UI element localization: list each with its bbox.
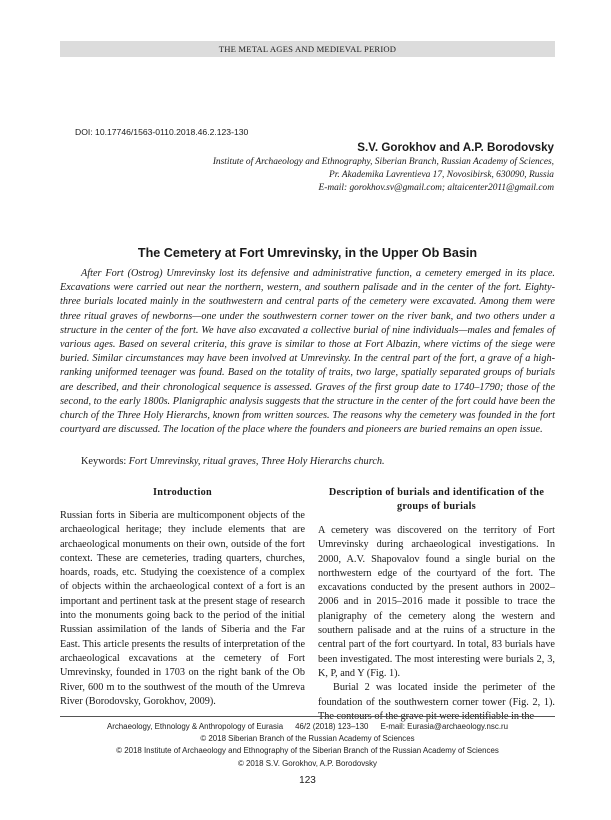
authors: S.V. Gorokhov and A.P. Borodovsky xyxy=(357,141,554,154)
section-heading-introduction: Introduction xyxy=(153,487,212,498)
footer xyxy=(60,721,555,770)
running-head: THE METAL AGES AND MEDIEVAL PERIOD xyxy=(60,41,555,57)
keywords-list: Fort Umrevinsky, ritual graves, Three Holy Hierarchs church. xyxy=(128,456,385,467)
keywords-label: Keywords: xyxy=(81,456,129,467)
affiliation-institute: Institute of Archaeology and Ethnography, Siberian Branch, Russian Academy of Sciences, xyxy=(212,157,554,167)
description-paragraph: A cemetery was discovered on the territory of Fort Umrevinsky during archaeological investigations. In 2000, A.V. Shapovalov found a single burial on the northwestern edge of the courtyard of the fort. The excavations conducted by the present authors in 2002–2006 and in 2015–2016 made it possible to trace the planigraphy of the cemetery along the western and southern palisade and at the ruins of a structure in the central part of the fort courtyard. In total, 83 burials have been investigated. The most interesting were burials 2, 3, K, P, and Y (Fig. 1). xyxy=(318,525,555,679)
section-heading-description: Description of burials and identification of the groups of burials xyxy=(328,487,545,512)
footer-copyright: © 2018 Siberian Branch of the Russian Academy of Sciences xyxy=(200,734,415,744)
page-number: 123 xyxy=(299,775,316,786)
description-paragraph: Burial 2 was located inside the perimeter of the foundation of the southwestern corner tower (Fig. 2, 1). The contours of the grave pit were identifiable in the xyxy=(318,682,555,722)
affiliation-email[interactable]: E-mail: gorokhov.sv@gmail.com; altaicenter2011@gmail.com xyxy=(318,183,554,193)
affiliation xyxy=(213,156,554,195)
description-column xyxy=(318,524,555,724)
footer-email[interactable]: E-mail: Eurasia@archaeology.nsc.ru xyxy=(380,722,509,731)
article-title: The Cemetery at Fort Umrevinsky, in the Upper Ob Basin xyxy=(137,246,478,260)
footer-divider xyxy=(60,716,555,717)
footer-journal: Archaeology, Ethnology & Anthropology of Eurasia xyxy=(106,722,284,731)
footer-copyright: © 2018 Institute of Archaeology and Ethnography of the Siberian Branch of the Russian Academy of Sciences xyxy=(116,746,499,756)
footer-journal-line xyxy=(60,721,555,733)
doi[interactable]: DOI: 10.17746/1563-0110.2018.46.2.123-130 xyxy=(75,127,249,137)
keywords xyxy=(81,456,385,467)
affiliation-address: Pr. Akademika Lavrentieva 17, Novosibirsk, 630090, Russia xyxy=(329,170,554,180)
abstract: After Fort (Ostrog) Umrevinsky lost its defensive and administrative function, a cemetery emerged in its place. Excavations were carried out near the northern, western, and southern palisade and in the center of the fort. Eighty-three burials located mainly in the southwestern and central parts of the cemetery were excavated. Among them were three ritual graves of newborns—one under the southwestern corner tower on the river bank, and two others under a structure in the center of the fort. We have also excavated a collective burial of nine individuals—males and females of various ages. Based on several criteria, this grave is similar to those at Fort Albazin, where victims of the siege were buried. Similar circumstances may have been involved at Umrevinsky. In the central part of the fort, a grave of a high-ranking uniformed teenager was found. Based on the totality of traits, two large, spatially separated groups of burials are described, and their chronological sequence is assessed. Graves of the first group date to 1740–1790; those of the second, to the early 1800s. Planigraphic analysis suggests that the structure in the center of the fort could have been the church of the Three Holy Hierarchs, known from written sources. The reasons why the cemetery was founded in the fort courtyard are discussed. The location of the place where the founders and pioneers are buried remains an open issue. xyxy=(60,268,555,436)
footer-issue: 46/2 (2018) 123–130 xyxy=(295,722,369,731)
footer-copyright: © 2018 S.V. Gorokhov, A.P. Borodovsky xyxy=(237,758,377,768)
introduction-paragraph: Russian forts in Siberia are multicomponent objects of the archaeological heritage; they include elements that are archaeological monuments on their own, outside of the fort context. These are cemeteries, trading quarters, churches, hoards, roads, etc. Studying the coexistence of a complex of objects within the archaeological context of a fort is an important and pertinent task at the present stage of research into the monuments going back to the period of the initial Russian assimilation of the lands of Siberia and the Far East. This article presents the results of interpretation of the archaeological excavations at the cemetery of Fort Umrevinsky, founded in 1703 on the right bank of the Ob River, 600 m to the southwest of the mouth of the Umreva River (Borodovsky, Gorokhov, 2009). xyxy=(60,510,305,707)
